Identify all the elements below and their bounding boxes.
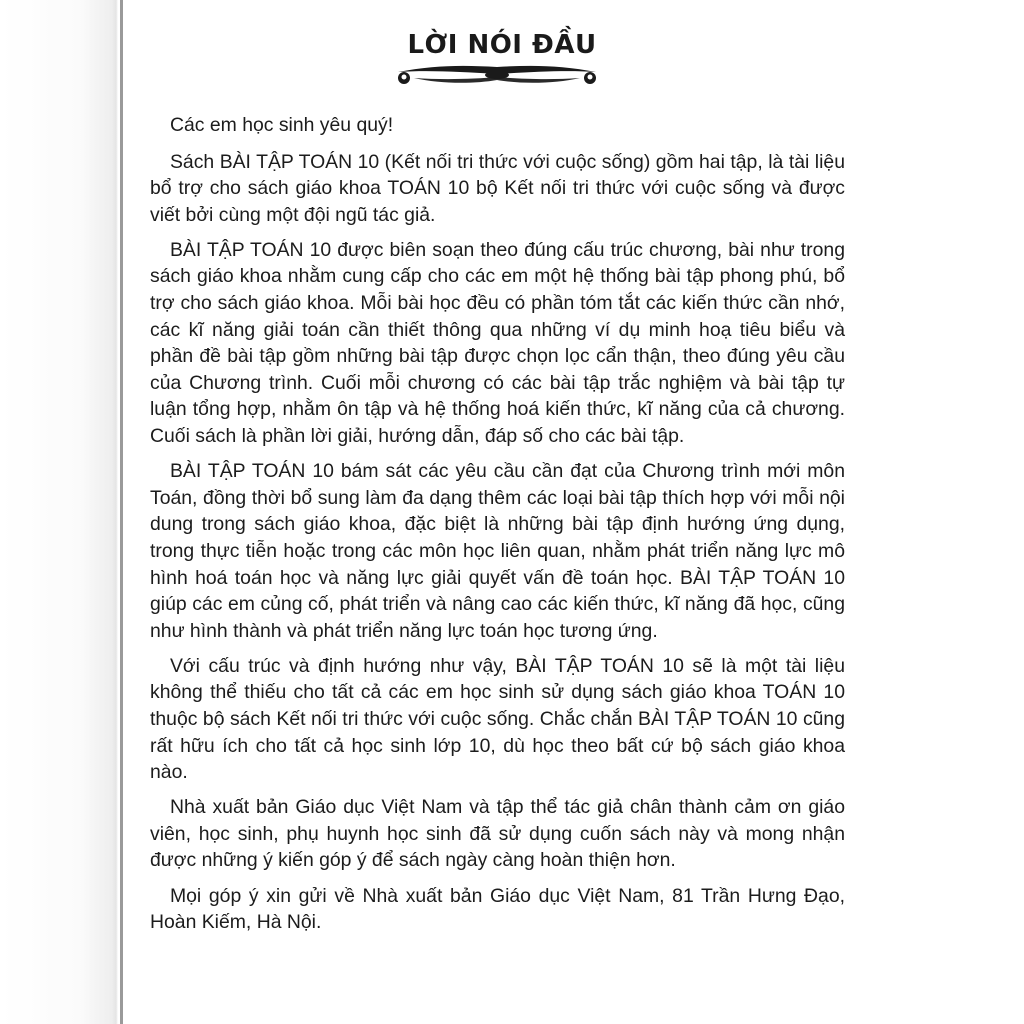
preface-body	[150, 112, 845, 944]
body-paragraph: Nhà xuất bản Giáo dục Việt Nam và tập thể tác giả chân thành cảm ơn giáo viên, học sinh, phụ huynh học sinh đã sử dụng cuốn sách này và mong nhận được những ý kiến góp ý để sách ngày càng hoàn thiện hơn.	[150, 796, 845, 872]
page-binding-shadow	[0, 0, 118, 1024]
page-title: LỜI NÓI ĐẦU	[407, 30, 597, 60]
body-paragraph: BÀI TẬP TOÁN 10 được biên soạn theo đúng cấu trúc chương, bài như trong sách giáo khoa nhằm cung cấp cho các em một hệ thống bài tập phong phú, bổ trợ cho sách giáo khoa. Mỗi bài học đều có phần tóm tắt các kiến thức cần nhớ, các kĩ năng giải toán cần thiết thông qua những ví dụ minh hoạ tiêu biểu và phần đề bài tập gồm những bài tập được chọn lọc cẩn thận, theo đúng yêu cầu của Chương trình. Cuối mỗi chương có các bài tập trắc nghiệm và bài tập tự luận tổng hợp, nhằm ôn tập và hệ thống hoá kiến thức, kĩ năng của cả chương. Cuối sách là phần lời giải, hướng dẫn, đáp số cho các bài tập.	[150, 238, 845, 448]
greeting-paragraph: Các em học sinh yêu quý!	[170, 114, 394, 136]
body-paragraph: BÀI TẬP TOÁN 10 bám sát các yêu cầu cần đạt của Chương trình mới môn Toán, đồng thời bổ sung làm đa dạng thêm các loại bài tập thích hợp với mỗi nội dung trong sách giáo khoa, đặc biệt là những bài tập định hướng ứng dụng, trong thực tiễn hoặc trong các môn học liên quan, nhằm phát triển năng lực mô hình hoá toán học và năng lực giải quyết vấn đề toán học. BÀI TẬP TOÁN 10 giúp các em củng cố, phát triển và nâng cao các kiến thức, kĩ năng đã học, cũng như hình thành và phát triển năng lực toán học tương ứng.	[150, 460, 845, 642]
body-paragraph: Với cấu trúc và định hướng như vậy, BÀI TẬP TOÁN 10 sẽ là một tài liệu không thể thiếu cho tất cả các em học sinh sử dụng sách giáo khoa TOÁN 10 thuộc bộ sách Kết nối tri thức với cuộc sống. Chắc chắn BÀI TẬP TOÁN 10 cũng rất hữu ích cho tất cả học sinh lớp 10, dù học theo bất cứ bộ sách giáo khoa nào.	[150, 654, 845, 784]
title-flourish-ornament	[394, 62, 600, 88]
body-paragraph: Sách BÀI TẬP TOÁN 10 (Kết nối tri thức với cuộc sống) gồm hai tập, là tài liệu bổ trợ cho sách giáo khoa TOÁN 10 bộ Kết nối tri thức với cuộc sống và được viết bởi cùng một đội ngũ tác giả.	[150, 150, 845, 226]
contact-paragraph: Mọi góp ý xin gửi về Nhà xuất bản Giáo dục Việt Nam, 81 Trần Hưng Đạo, Hoàn Kiếm, Hà Nội.	[150, 884, 845, 934]
page-binding-rule	[120, 0, 123, 1024]
